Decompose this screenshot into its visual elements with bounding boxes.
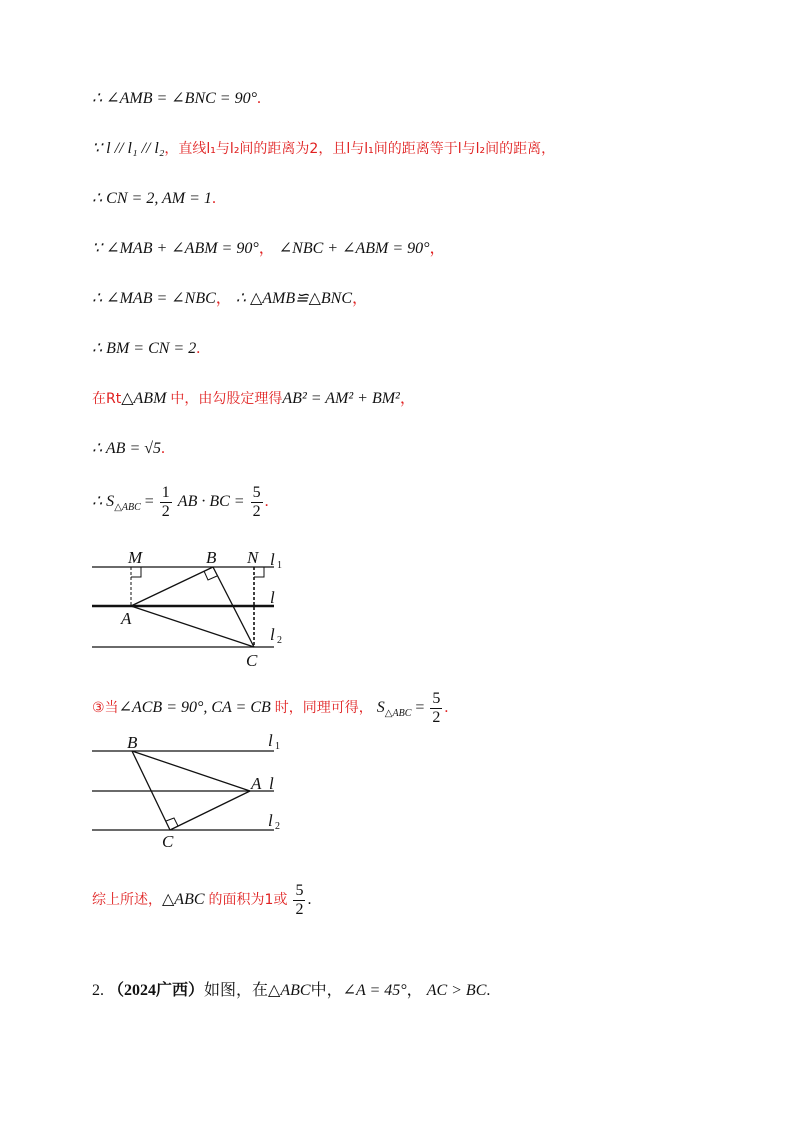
math-expression: ∴ CN = 2, AM = 1 [92,190,212,207]
math-expression: ∴ ∠AMB = ∠BNC = 90° [92,90,257,107]
proof-line-6: ∴ BM = CN = 2. [92,340,201,357]
math-expression: ∴ BM = CN = 2 [92,340,197,357]
proof-line-7: 在Rt△ABM 中，由勾股定理得AB² = AM² + BM²， [92,390,416,407]
math-expression: ∵ ∠MAB + ∠ABM = 90° [92,240,259,257]
label-M: M [128,548,143,567]
proof-line-8: ∴ AB = √5. [92,440,166,457]
label-C: C [162,832,174,851]
label-l: l [270,588,275,607]
question-2: 2. （2024广西）如图，在△ABC中，∠A = 45°， AC > BC. [92,982,491,999]
label-B: B [127,733,138,752]
label-l1: l [268,731,273,750]
proof-line-9: ∴ $S_{\triangle ABC}$ = $\frac{1}{2}$ AB · BC = $\frac{5}{2}$ . [92,484,269,520]
question-number: 2. [92,982,104,999]
label-l2: l [270,625,275,644]
label-A: A [251,774,262,793]
math-expression: ∴ △AMB≌△BNC [235,290,352,307]
conclusion-line: 综上所述，△ABC 的面积为1或 $\frac{5}{2}$ . [92,882,312,918]
svg-text:1: 1 [277,560,282,571]
math-expression: AB² = AM² + BM² [282,390,400,407]
proof-line-10: ③当∠ACB = 90°, CA = CB 时，同理可得， $S_{\triangle ABC}$ = $\frac{5}{2}$ . [92,690,449,726]
svg-text:1: 1 [275,741,280,752]
label-C: C [246,651,258,670]
proof-line-5: ∴ ∠MAB = ∠NBC， ∴ △AMB≌△BNC， [92,290,368,307]
label-A: A [121,609,132,628]
label-l: l [269,774,274,793]
math-expression: ∴ AB = √5 [92,440,162,457]
fraction: $\frac{5}{2}$ [432,690,441,726]
svg-text:2: 2 [277,635,282,646]
fraction: $\frac{5}{2}$ [252,484,261,520]
math-expression: ∴ ∠MAB = ∠NBC [92,290,216,307]
math-expression: ∵ l // l₁ // l₂ [92,140,165,157]
fraction: $\frac{5}{2}$ [295,882,304,918]
proof-line-3: ∴ CN = 2, AM = 1. [92,190,216,207]
label-B: B [206,548,217,567]
label-l2: l [268,811,273,830]
question-source: （2024广西） [108,982,205,999]
svg-text:2: 2 [275,821,280,832]
proof-line-1: ∴ ∠AMB = ∠BNC = 90°. [92,90,261,107]
math-expression: ∠NBC + ∠ABM = 90° [278,240,430,257]
label-N: N [247,548,259,567]
proof-text: ，直线l₁与l₂间的距离为2，且l与l₁间的距离等于l与l₂间的距离， [164,141,556,157]
label-l1: l [270,550,275,569]
fraction: $\frac{1}{2}$ [161,484,170,520]
math-expression: ∠ACB = 90°, CA = CB [118,699,271,717]
proof-line-4: ∵ ∠MAB + ∠ABM = 90°， ∠NBC + ∠ABM = 90°， [92,240,446,257]
